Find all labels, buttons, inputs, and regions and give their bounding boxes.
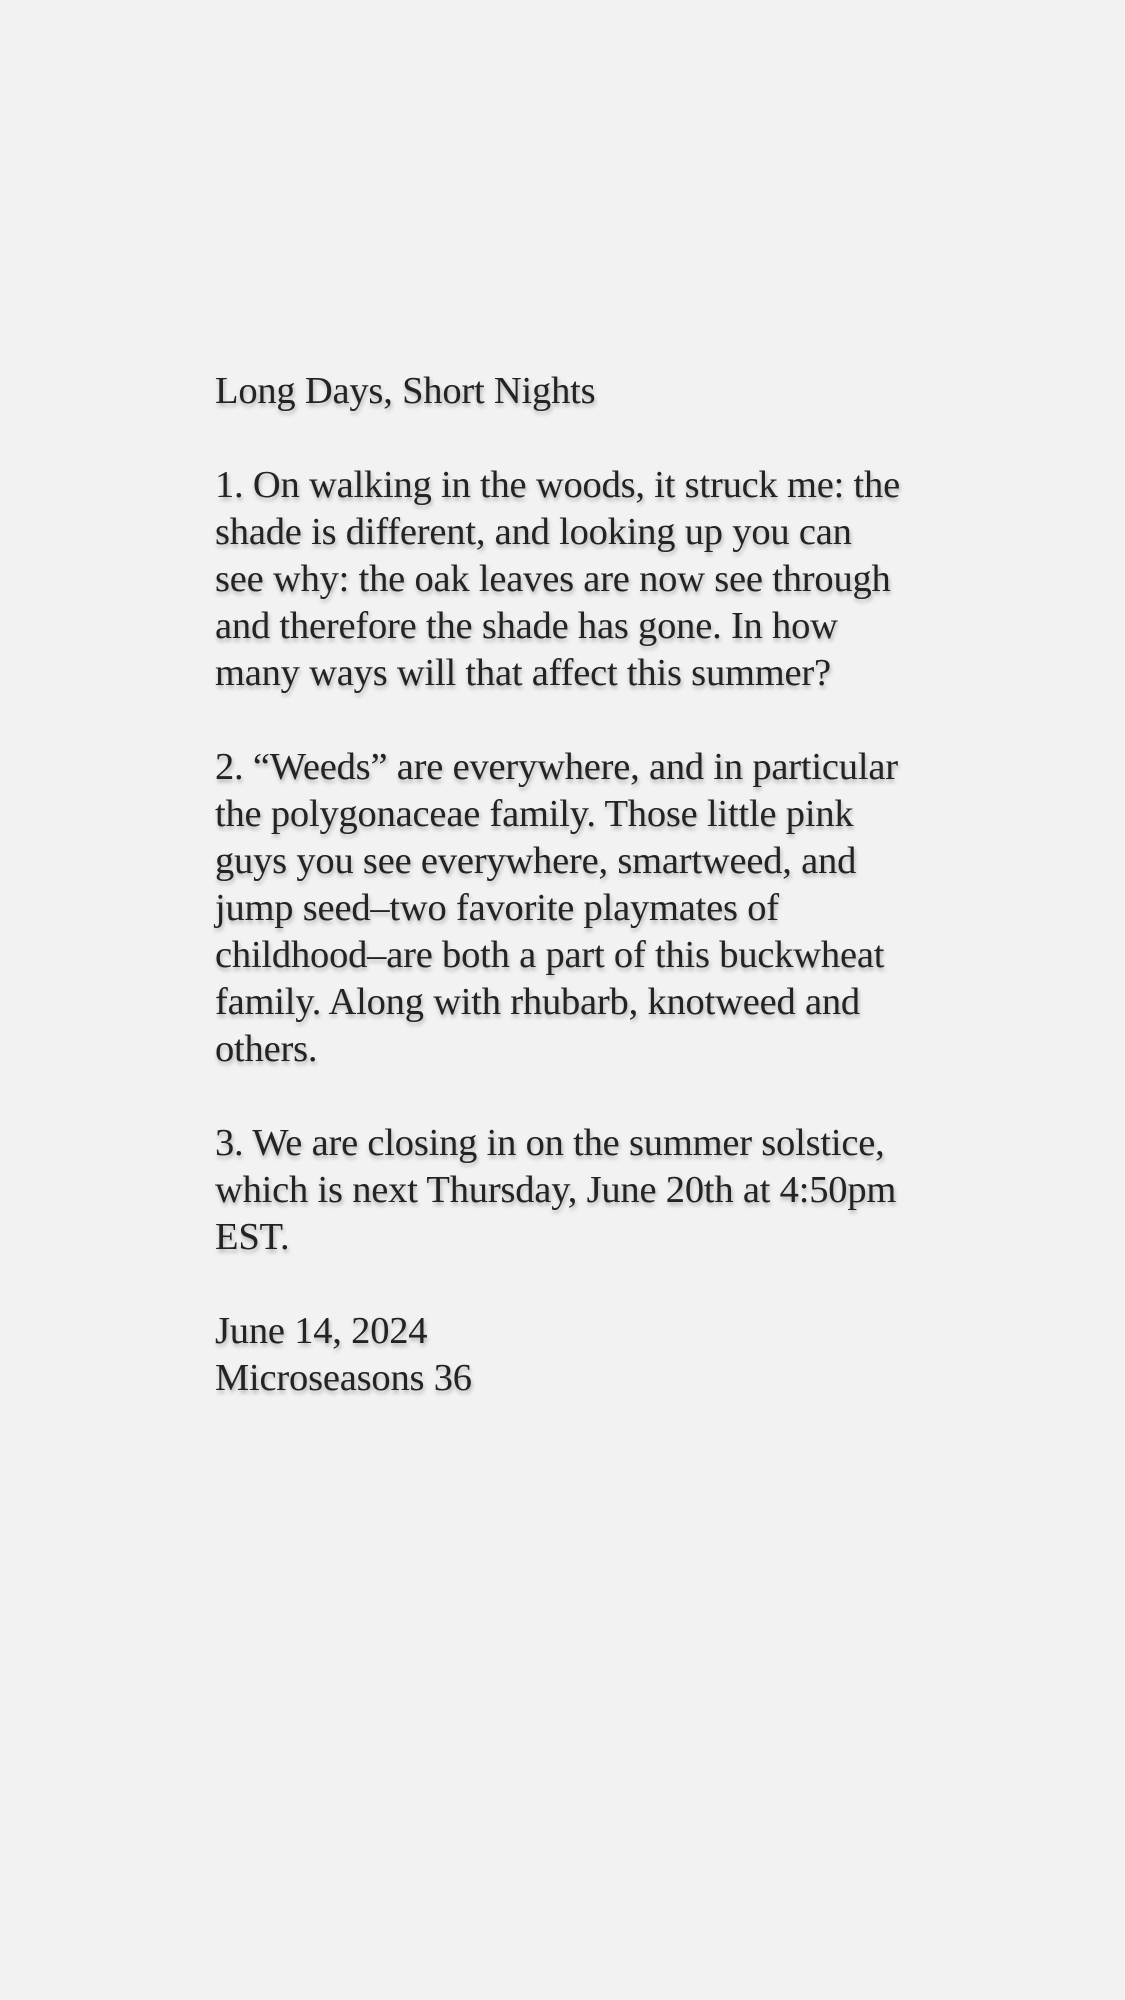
note-date: June 14, 2024 [215, 1310, 428, 1352]
spacer [215, 1073, 905, 1120]
spacer [215, 415, 905, 462]
note-title: Long Days, Short Nights [215, 370, 596, 412]
note-card [215, 368, 905, 1402]
spacer [215, 697, 905, 744]
spacer [215, 1261, 905, 1308]
note-paragraph-3: 3. We are closing in on the summer solstice, which is next Thursday, June 20th at 4:50pm EST. [215, 1122, 897, 1258]
note-paragraph-1: 1. On walking in the woods, it struck me: the shade is different, and looking up you can see why: the oak leaves are now see through and therefore the shade has gone. In how many ways will that affect this summer? [215, 464, 900, 694]
note-series: Microseasons 36 [215, 1357, 472, 1399]
note-paragraph-2: 2. “Weeds” are everywhere, and in particular the polygonaceae family. Those little pink guys you see everywhere, smartweed, and jump seed–two favorite playmates of childhood–are both a part of this buckwheat family. Along with rhubarb, knotweed and others. [215, 746, 898, 1070]
